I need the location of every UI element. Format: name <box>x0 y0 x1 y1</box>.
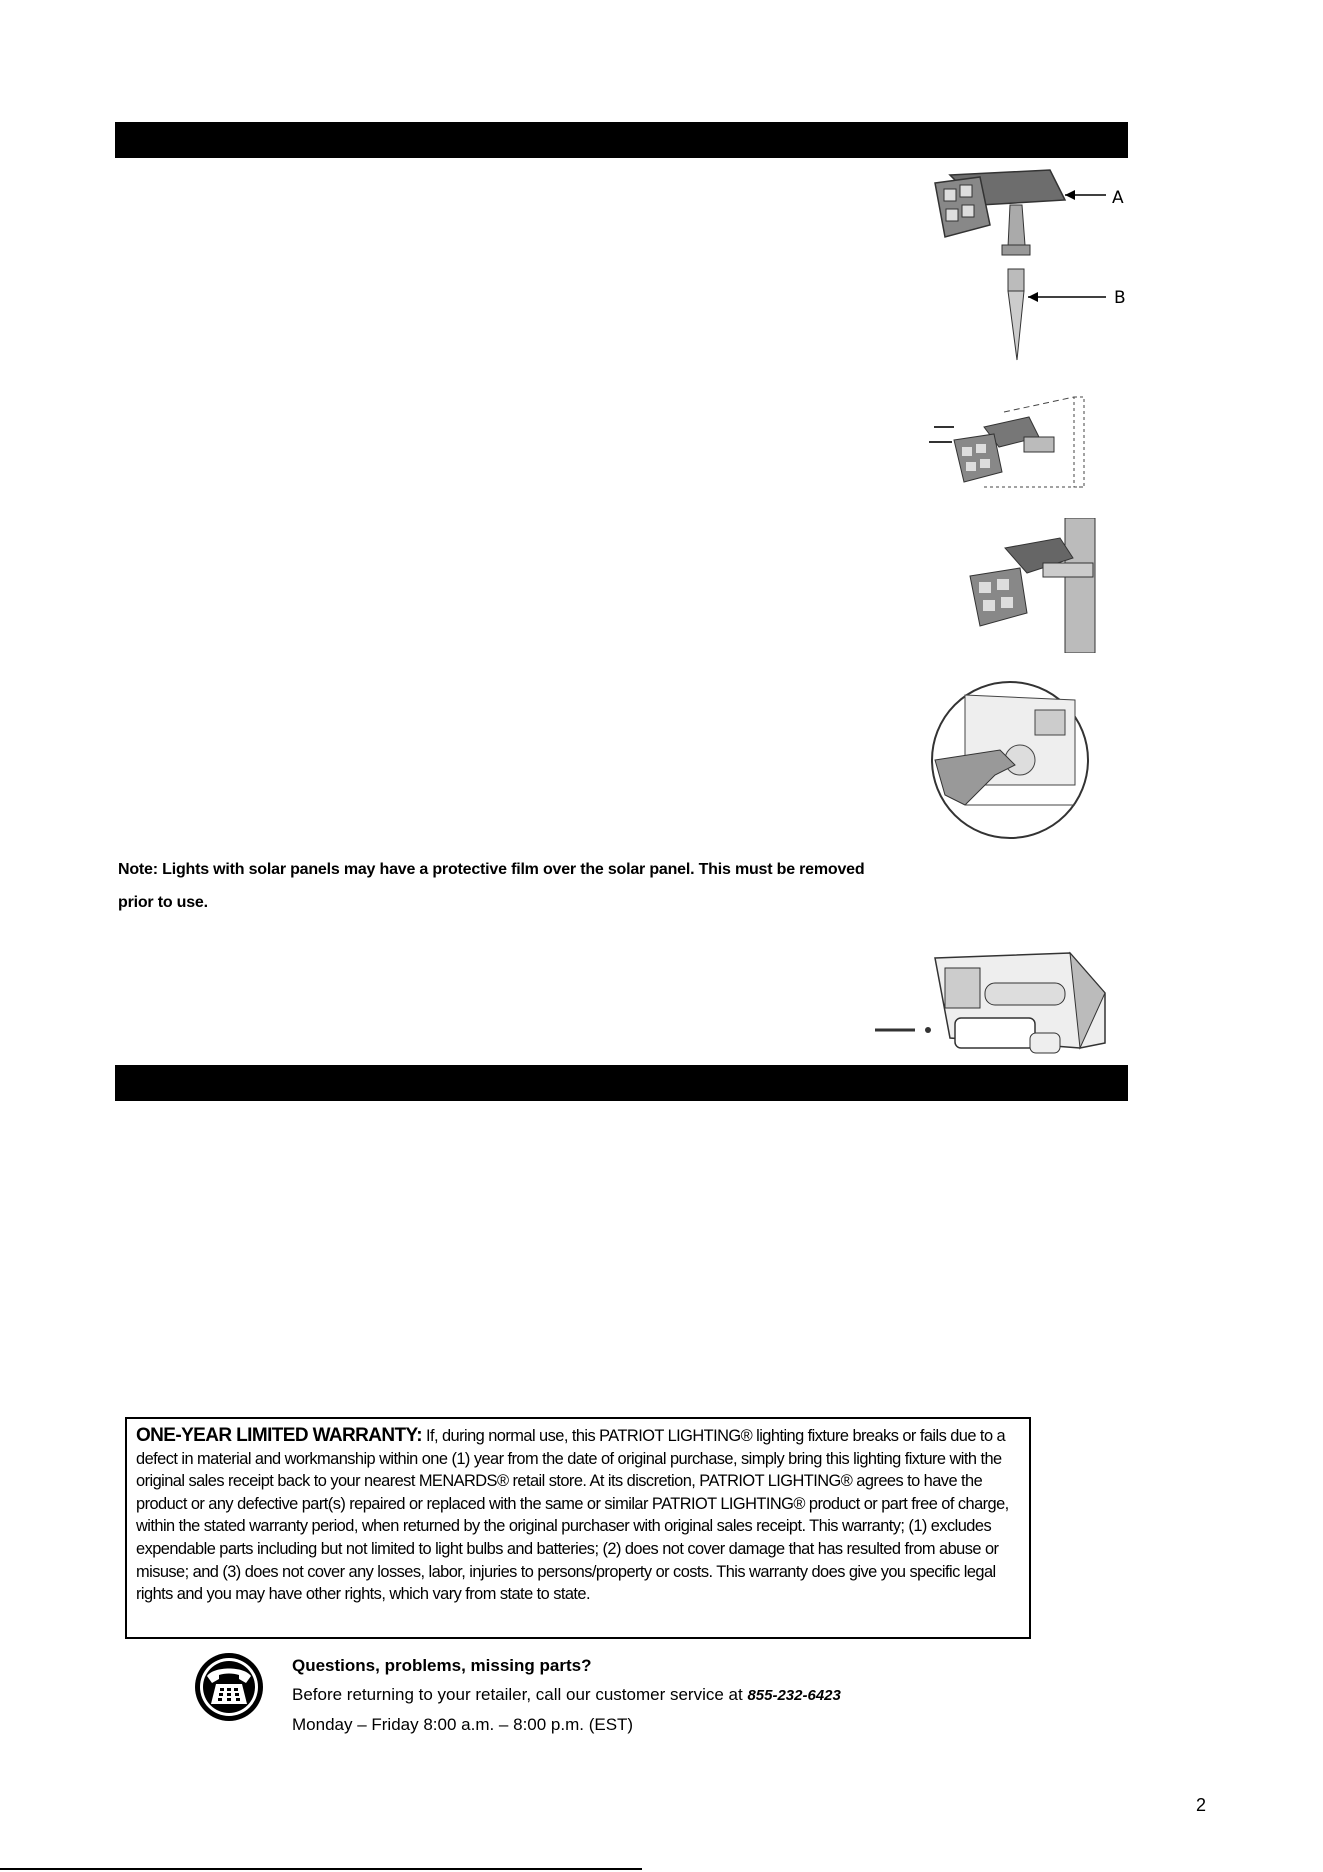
solar-light-stake-illustration <box>930 165 1130 365</box>
contact-question: Questions, problems, missing parts? <box>292 1656 592 1675</box>
contact-line-text: Before returning to your retailer, call our customer service at <box>292 1685 743 1704</box>
contact-hours: Monday – Friday 8:00 a.m. – 8:00 p.m. (EST) <box>292 1715 634 1734</box>
phone-number: 855-232-6423 <box>747 1687 841 1704</box>
warranty-box <box>125 1417 1031 1639</box>
label-a: A <box>1112 188 1124 208</box>
telephone-icon <box>194 1652 264 1722</box>
contact-line <box>292 1680 841 1710</box>
switch-closeup-illustration <box>925 675 1095 845</box>
wall-mount-illustration <box>924 392 1094 502</box>
pole-mount-illustration <box>965 518 1100 653</box>
page-number: 2 <box>1196 1795 1207 1815</box>
battery-replacement-illustration <box>870 948 1110 1063</box>
note-text: Note: Lights with solar panels may have a protective film over the solar panel. This must be removed prior to use. <box>118 861 865 911</box>
label-b: B <box>1114 288 1126 308</box>
customer-service-contact <box>292 1651 841 1739</box>
section-header-bar <box>115 122 1128 158</box>
footer-rule <box>0 1868 642 1870</box>
section-header-bar <box>115 1065 1128 1101</box>
warranty-title: ONE-YEAR LIMITED WARRANTY: <box>136 1425 422 1446</box>
warranty-body: If, during normal use, this PATRIOT LIGHTING® lighting fixture breaks or fails due to a defect in material and workmanship within one (1) year from the date of original purchase, simply bring this lighting fixture with the original sales receipt back to your nearest MENARDS® retail store. At its discretion, PATRIOT LIGHTING® agrees to have the product or any defective part(s) repaired or replaced with the same or similar PATRIOT LIGHTING® product or part free of charge, within the stated warranty period, when returned by the original purchaser with original sales receipt. This warranty; (1) excludes expendable parts including but not limited to light bulbs and batteries; (2) does not cover damage that has resulted from abuse or misuse; and (3) does not cover any losses, labor, injuries to persons/property or costs. This warranty does give you specific legal rights and you may have other rights, which vary from state to state. <box>136 1427 1009 1604</box>
